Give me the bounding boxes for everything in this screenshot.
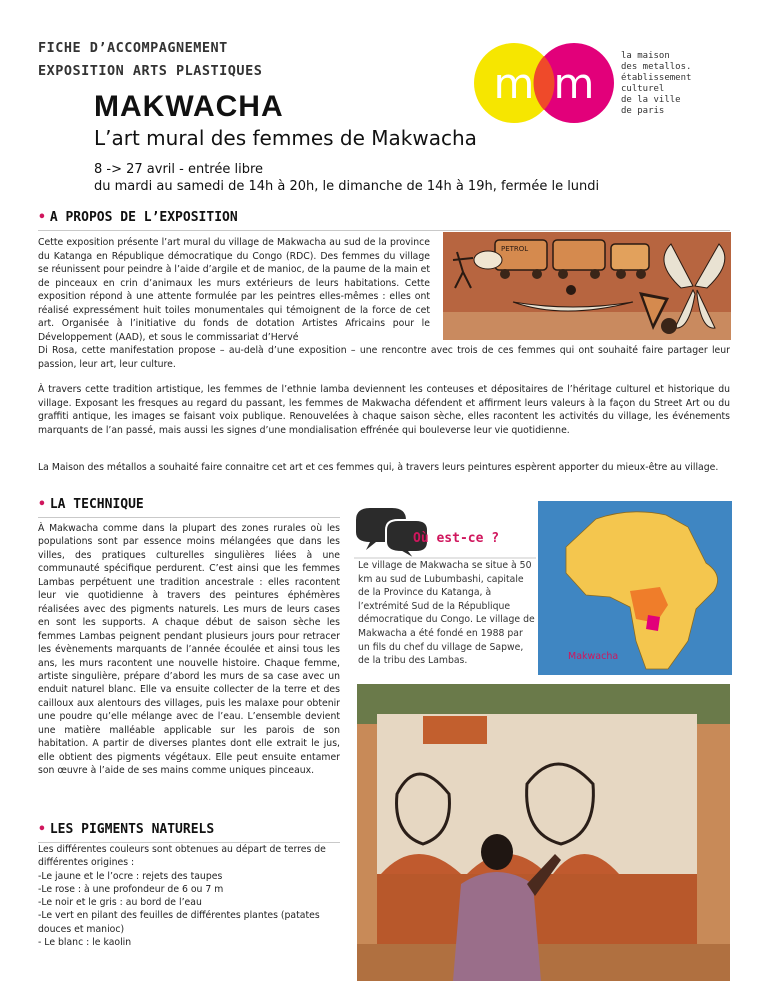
section-bullet: • [38, 210, 46, 225]
exhibition-subtitle: L’art mural des femmes de Makwacha [94, 126, 477, 150]
africa-map-image [538, 501, 732, 675]
pigment-list-item: Les différentes couleurs sont obtenues au départ de terres de différentes origines : [38, 844, 326, 869]
section-heading-pigments-label: LES PIGMENTS NATURELS [49, 822, 215, 837]
location-text: Le village de Makwacha se situe à 50 km au sud de Lubumbashi, capitale de la Province du Katanga, à l’extrémité Sud de la République démocratique du Congo. Le village de Makwacha a été fondé en 1988 par un fils du chef du village de Sapwe, de la tribu des Lambas. [358, 560, 535, 667]
location-heading: Où est-ce ? [413, 531, 500, 546]
pigment-list-item: -Le vert en pilant des feuilles de différentes plantes (patates douces et manioc) [38, 910, 320, 935]
logo-caption: la maison des metallos. établissement culturel de la ville de paris [621, 51, 692, 116]
about-paragraph-1: Cette exposition présente l’art mural du village de Makwacha au sud de la province du Katanga en République démocratique du Congo (RDC). Des femmes du village se réunissent pour peindre à l’aide d’argile et de manioc, de la paume de la main et de pinceaux en crin d’animaux les murs extérieurs de leurs habitations. Cette exposition répond à une attente formulée par les peintres elles-mêmes : elles ont réalisé expressément huit toiles monumentales qui témoignent de la force de cet art. Organisée à l’initiative du fonds de dotation Artistes Africains pour le Développement (AAD), et sous le commissariat d’Hervé [38, 237, 430, 343]
pigment-list-item: -Le rose : à une profondeur de 6 ou 7 m [38, 883, 224, 895]
map-label-makwacha: Makwacha [568, 651, 619, 662]
document-kicker-line-2: EXPOSITION ARTS PLASTIQUES [38, 63, 263, 79]
pigment-list-item: - Le blanc : le kaolin [38, 937, 132, 949]
section-heading-pigments [38, 822, 340, 837]
pigment-list-item: -Le noir et le gris : au bord de l’eau [38, 897, 202, 909]
about-paragraph-2: À travers cette tradition artistique, les femmes de l’ethnie lamba deviennent les conteuses et dépositaires de l’héritage culturel et historique du village. Exposant les fresques au regard du passant, les femmes de Makwacha défendent et affirment leurs valeurs à la façon du Street Art ou du graffiti antique, les images se faisant voix publique. Renouvelées à chaque saison sèche, elles racontent les activités du village, les événements marquants de l’an passé, mais aussi les signes d’une mondialisation effrénée qui bouleverse leur vie quotidienne. [38, 384, 730, 436]
exhibition-dates: 8 -> 27 avril - entrée libre [94, 162, 264, 177]
section-divider [38, 517, 340, 518]
section-heading-technique [38, 497, 340, 512]
pigment-list-item: -Le jaune et le l’ocre : rejets des taupes [38, 870, 223, 882]
technique-paragraph: À Makwacha comme dans la plupart des zones rurales où les populations sont par essence moins mélangées que dans les villes, des pratiques culturelles singulières liées à une communauté spécifique perdurent. C’est ainsi que les femmes Lambas perpétuent une tradition ancestrale : elles racontent leur vie quotidienne à travers des peintures éphémères réalisées avec des pigments naturels. Les murs de leurs cases en sont les supports. A chaque début de saison sèche les femmes Lambas peignent pendant plusieurs jours pour retracer les évènements marquants de l’année écoulée et ainsi tous les ans, les murs racontent une nouvelle histoire. Chaque femme, artiste singulière, prépare d’abord les murs de sa case avec un enduit naturel blanc. Elle va ensuite collecter de la terre et des cailloux aux alentours des villages, puis les malaxe pour obtenir une poudre qu’elle mélange avec de l’eau. L’ensemble devient une matière malléable applicable sur les parois de son habitation. A partir de diverses plantes dont elle extrait le jus, elle obtient des pigments végétaux. Elle peut ensuite entamer son œuvre à l’aide de ses mains comme uniques pinceaux. [38, 523, 340, 777]
section-heading-about [38, 210, 730, 225]
section-divider [38, 230, 730, 231]
about-paragraph-1-continued: Di Rosa, cette manifestation propose – au-delà d’une exposition – une rencontre avec trois de ces femmes qui ont souhaité faire partager leur passion, leur art, leur culture. [38, 345, 730, 370]
makwacha-highlight [646, 615, 660, 631]
document-kicker-line-1: FICHE D’ACCOMPAGNEMENT [38, 40, 228, 56]
logo-letter-right: m [553, 59, 595, 108]
exhibition-title: MAKWACHA [94, 90, 284, 123]
section-heading-technique-label: LA TECHNIQUE [49, 497, 144, 512]
opening-hours: du mardi au samedi de 14h à 20h, le dimanche de 14h à 19h, fermée le lundi [94, 179, 600, 194]
about-paragraph-3: La Maison des métallos a souhaité faire connaitre cet art et ces femmes qui, à travers leurs peintures espèrent apporter du mieux-être au village. [38, 462, 719, 473]
wall-painting-photo [357, 684, 730, 981]
section-heading-about-label: A PROPOS DE L’EXPOSITION [49, 210, 238, 225]
logo-letter-left: m [493, 59, 535, 108]
mural-painting-image [443, 232, 731, 340]
pigments-list [38, 843, 340, 949]
section-bullet: • [38, 822, 46, 837]
truck-label: PETROL [501, 245, 529, 253]
section-bullet: • [38, 497, 46, 512]
maison-des-metallos-logo [470, 42, 620, 124]
